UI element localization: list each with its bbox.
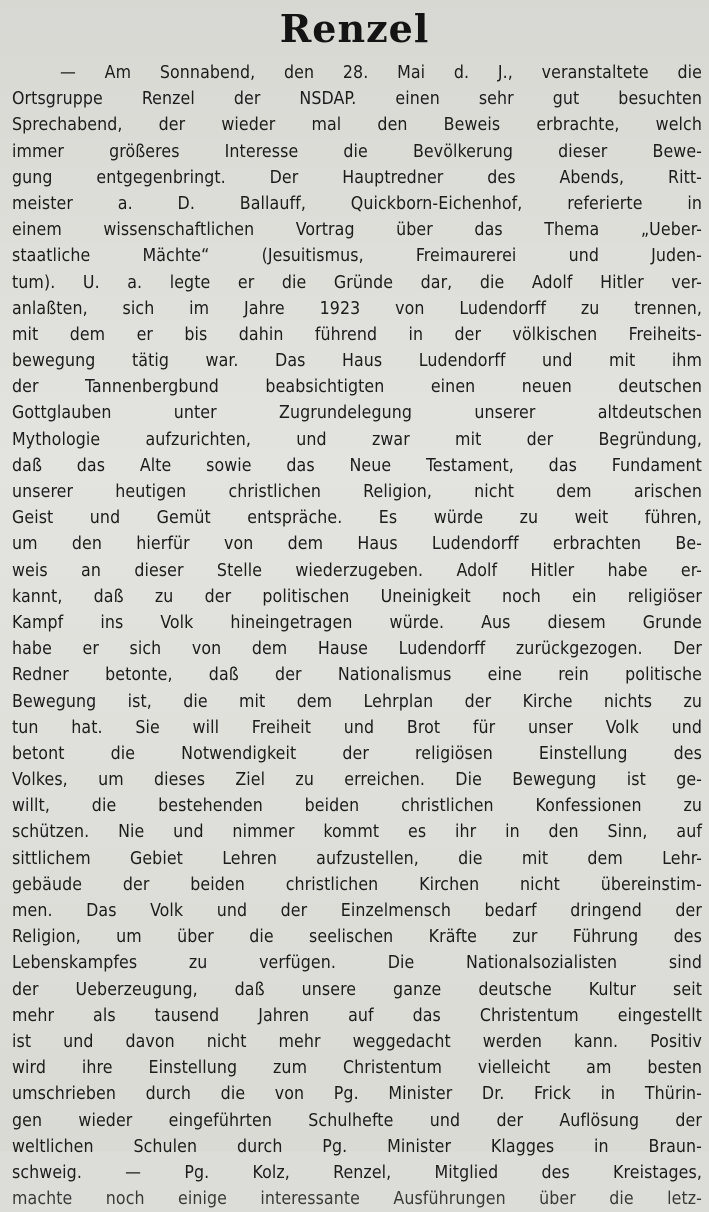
- article-line: Bewegung ist, die mit dem Lehrplan der Kirche nichts zu: [12, 691, 702, 712]
- article-line: einem wissenschaftlichen Vortrag über das Thema „Ueber-: [12, 220, 702, 241]
- article-line: mehr als tausend Jahren auf das Christentum eingestellt: [12, 1005, 702, 1026]
- article-line: gung entgegenbringt. Der Hauptredner des Abends, Ritt-: [12, 167, 702, 188]
- article-body: [12, 60, 702, 1212]
- article-line: mit dem er bis dahin führend in der völkischen Freiheits-: [12, 324, 702, 345]
- article-line: schweig. — Pg. Kolz, Renzel, Mitglied des Kreistages,: [12, 1162, 702, 1183]
- article-line: ist und davon nicht mehr weggedacht werden kann. Positiv: [12, 1031, 702, 1052]
- article-line: kannt, daß zu der politischen Uneinigkeit noch ein religiöser: [12, 586, 702, 607]
- article-line: bewegung tätig war. Das Haus Ludendorff und mit ihm: [12, 351, 702, 372]
- article-line: tum). U. a. legte er die Gründe dar, die Adolf Hitler ver-: [12, 272, 702, 293]
- article-line: Mythologie aufzurichten, und zwar mit der Begründung,: [12, 429, 702, 450]
- article-line: Sprechabend, der wieder mal den Beweis erbrachte, welch: [12, 115, 702, 136]
- article-line: tun hat. Sie will Freiheit und Brot für unser Volk und: [12, 717, 702, 738]
- article-line: immer größeres Interesse die Bevölkerung dieser Bewe-: [12, 141, 702, 162]
- article-line: Kampf ins Volk hineingetragen würde. Aus diesem Grunde: [12, 612, 702, 633]
- article-line: Redner betonte, daß der Nationalismus eine rein politische: [12, 665, 702, 686]
- article-headline: Renzel: [279, 6, 430, 51]
- article-line: sittlichem Gebiet Lehren aufzustellen, die mit dem Lehr-: [12, 848, 702, 869]
- article-line: Volkes, um dieses Ziel zu erreichen. Die Bewegung ist ge-: [12, 770, 702, 791]
- article-line: der Tannenbergbund beabsichtigten einen neuen deutschen: [12, 377, 702, 398]
- article-line: Ortsgruppe Renzel der NSDAP. einen sehr gut besuchten: [12, 89, 702, 110]
- article-line: Religion, um über die seelischen Kräfte zur Führung des: [12, 927, 702, 948]
- article-line: anlaßten, sich im Jahre 1923 von Ludendorff zu trennen,: [12, 298, 702, 319]
- article-line: weltlichen Schulen durch Pg. Minister Klagges in Braun-: [12, 1136, 702, 1157]
- article-line: betont die Notwendigkeit der religiösen Einstellung des: [12, 743, 702, 764]
- article-line: staatliche Mächte“ (Jesuitismus, Freimaurerei und Juden-: [12, 246, 702, 267]
- article-line: um den hierfür von dem Haus Ludendorff erbrachten Be-: [12, 534, 702, 555]
- article-line: schützen. Nie und nimmer kommt es ihr in den Sinn, auf: [12, 822, 702, 843]
- article-line: wird ihre Einstellung zum Christentum vielleicht am besten: [12, 1058, 702, 1079]
- article-line: Lebenskampfes zu verfügen. Die Nationalsozialisten sind: [12, 953, 702, 974]
- article-line: habe er sich von dem Hause Ludendorff zurückgezogen. Der: [12, 639, 702, 660]
- article-line: men. Das Volk und der Einzelmensch bedarf dringend der: [12, 901, 702, 921]
- article-line: daß das Alte sowie das Neue Testament, das Fundament: [12, 455, 702, 476]
- article-line: Geist und Gemüt entspräche. Es würde zu weit führen,: [12, 508, 702, 529]
- article-line: weis an dieser Stelle wiederzugeben. Adolf Hitler habe er-: [12, 560, 702, 581]
- article-line: umschrieben durch die von Pg. Minister Dr. Frick in Thürin-: [12, 1084, 702, 1105]
- article-line: der Ueberzeugung, daß unsere ganze deutsche Kultur seit: [12, 979, 702, 1000]
- article-line: willt, die bestehenden beiden christlichen Konfessionen zu: [12, 796, 702, 817]
- article-line: gebäude der beiden christlichen Kirchen nicht übereinstim-: [12, 874, 702, 895]
- article-line: meister a. D. Ballauff, Quickborn-Eichenhof, referierte in: [12, 193, 702, 214]
- article-line: Gottglauben unter Zugrundelegung unserer altdeutschen: [12, 403, 702, 424]
- article-line: unserer heutigen christlichen Religion, nicht dem arischen: [12, 482, 702, 502]
- article-line: gen wieder eingeführten Schulhefte und der Auflösung der: [12, 1110, 702, 1131]
- article-line: machte noch einige interessante Ausführungen über die letz-: [12, 1189, 702, 1210]
- article-line: — Am Sonnabend, den 28. Mai d. J., veranstaltete die: [60, 63, 702, 83]
